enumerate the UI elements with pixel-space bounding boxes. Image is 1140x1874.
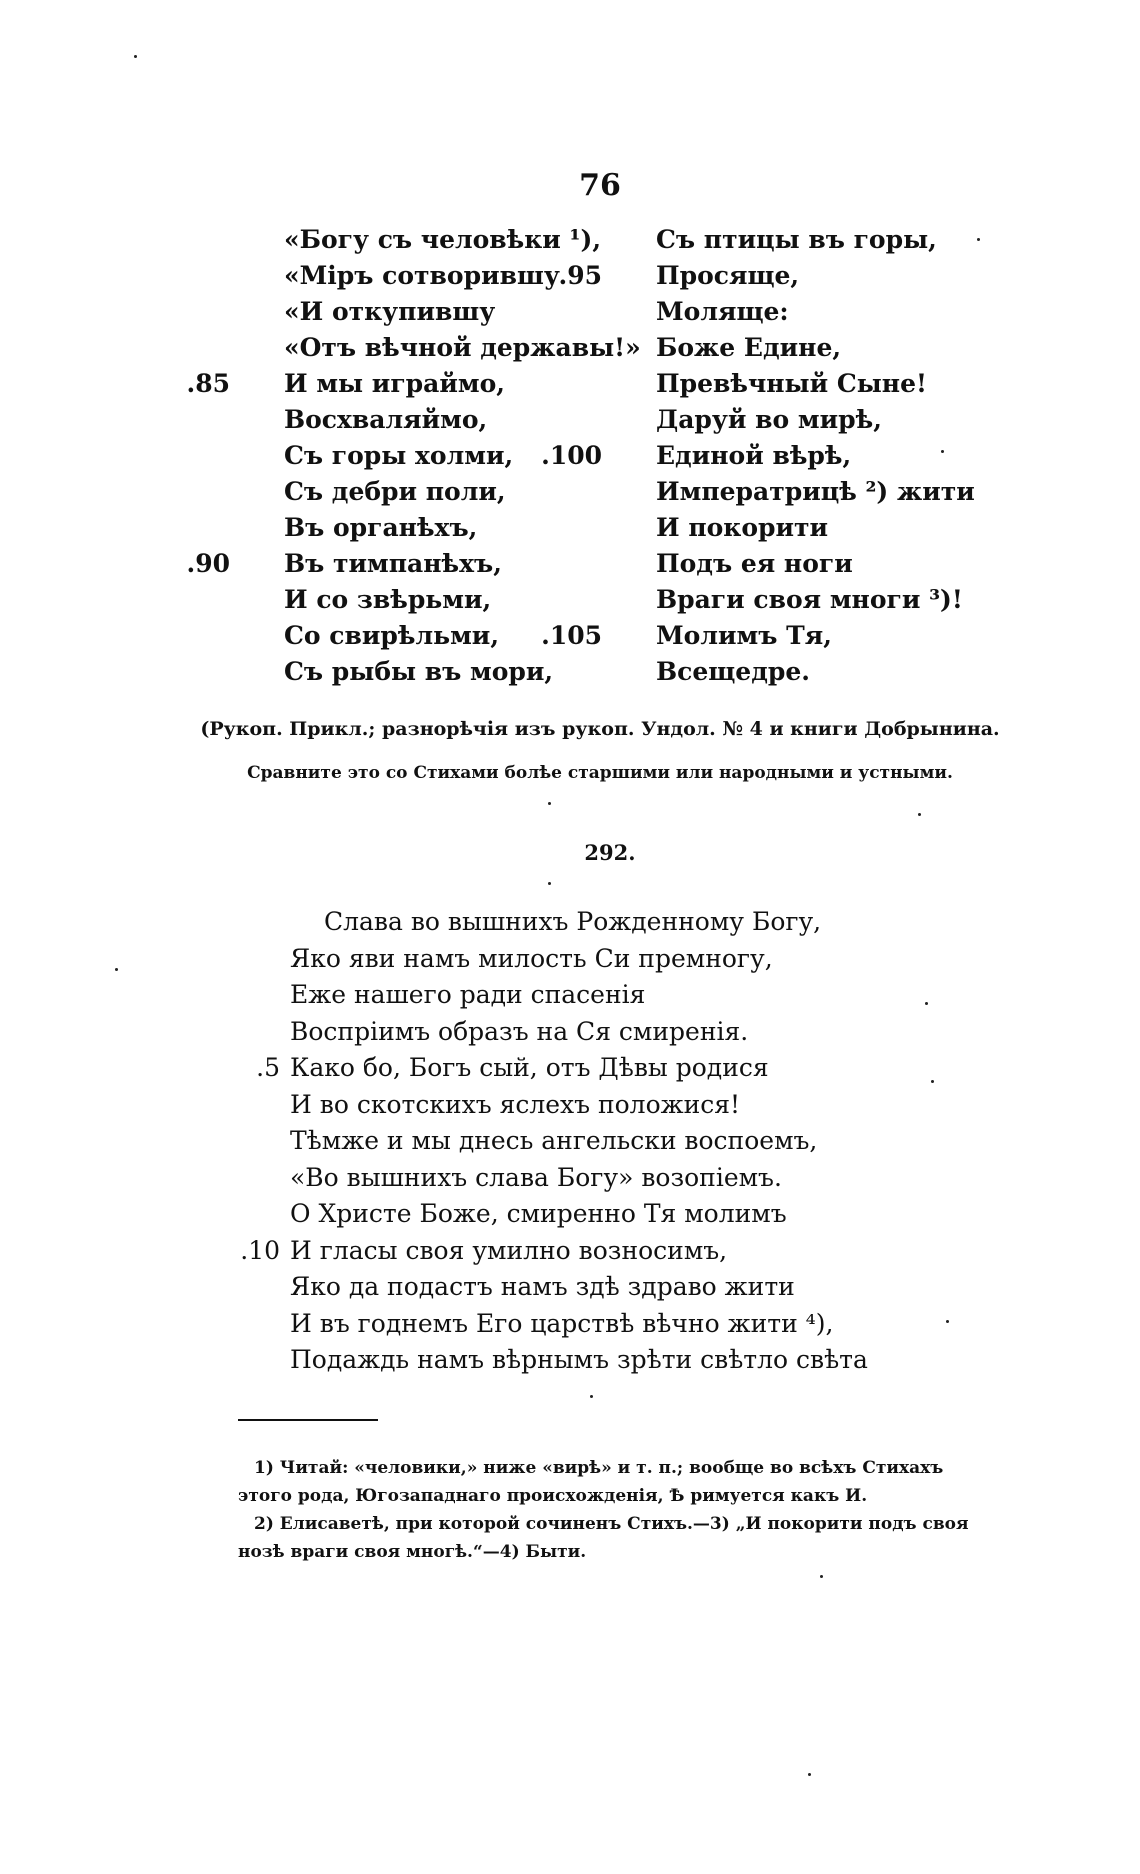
verse-line — [234, 474, 634, 510]
hymn-number: 292. — [584, 840, 636, 865]
scan-speck — [946, 1320, 949, 1323]
verse-text: Единой вѣрѣ, — [656, 441, 852, 470]
verse-text: Превѣчный Сыне! — [656, 369, 927, 398]
verse-text: Тѣмже и мы днесь ангельски воспоемъ, — [290, 1126, 818, 1155]
verse-text: Восхваляймо, — [284, 405, 488, 434]
verse-text: Подаждь намъ вѣрнымъ зрѣти свѣтло свѣта — [290, 1345, 868, 1374]
footnote-line: этого рода, Югозападнаго происхожденія, Ѣ римуется какъ И. — [238, 1486, 868, 1506]
verse-line: 105. Молимъ Тя, — [606, 618, 1006, 654]
verse-text: «Богу съ человѣки ¹), — [284, 225, 602, 254]
scan-speck — [820, 1575, 823, 1578]
verse-line — [606, 402, 1006, 438]
verse-line — [234, 1306, 994, 1343]
verse-line — [606, 546, 1006, 582]
scan-speck — [977, 238, 980, 241]
verse-line — [606, 654, 1006, 690]
verse-line — [234, 1269, 994, 1306]
verse-text: Съ птицы въ горы, — [656, 225, 937, 254]
verse-text: И покорити — [656, 513, 829, 542]
scan-speck — [115, 968, 118, 971]
verse-line — [234, 654, 634, 690]
verse-text: Слава во вышнихъ Рожденному Богу, — [324, 907, 822, 936]
verse-line: 10. И гласы своя умилно возносимъ, — [234, 1233, 994, 1270]
verse-text: Моляще: — [656, 297, 789, 326]
footnote-line: 1) Читай: «человики,» ниже «вирѣ» и т. п.; вообще во всѣхъ Стихахъ — [254, 1458, 944, 1478]
verse-line: 95. Просяще, — [606, 258, 1006, 294]
verse-text: Въ органѣхъ, — [284, 513, 478, 542]
verse-line — [606, 474, 1006, 510]
verse-line: 85. И мы играймо, — [234, 366, 634, 402]
verse-line — [234, 904, 994, 941]
verse-text: «Міръ сотворившу — [284, 261, 560, 290]
verse-text: Со свирѣльми, — [284, 621, 500, 650]
scan-speck — [941, 450, 944, 453]
verse-text: И гласы своя умилно возносимъ, — [290, 1235, 728, 1265]
verse-text: Даруй во мирѣ, — [656, 405, 882, 434]
verse-text: И въ годнемъ Его царствѣ вѣчно жити ⁴), — [290, 1308, 834, 1338]
page-number: 76 — [579, 168, 621, 203]
verse-text: «Во вышнихъ слава Богу» возопіемъ. — [290, 1162, 782, 1192]
verse-line: 90. Въ тимпанѣхъ, — [234, 546, 634, 582]
hymn-text — [234, 904, 994, 1379]
scan-speck — [931, 1080, 934, 1083]
verse-line — [606, 582, 1006, 618]
verse-text: Яко яви намъ милость Си премногу, — [290, 943, 773, 973]
scan-speck — [134, 55, 137, 58]
footnote-divider — [238, 1419, 378, 1421]
verse-line — [606, 222, 1006, 258]
scan-speck — [918, 813, 921, 816]
scan-speck — [925, 1002, 928, 1005]
verse-line: 5. Како бо, Богъ сый, отъ Дѣвы родися — [234, 1050, 994, 1087]
verse-text: О Христе Боже, смиренно Тя молимъ — [290, 1199, 787, 1228]
verse-line — [606, 294, 1006, 330]
source-note: (Рукоп. Прикл.; разнорѣчія изъ рукоп. Ундол. № 4 и книги Добрынина. — [200, 718, 1000, 740]
verse-text: Съ рыбы въ мори, — [284, 657, 554, 686]
verse-text: И со звѣрьми, — [284, 585, 492, 614]
verse-text: И во скотскихъ яслехъ положися! — [290, 1089, 741, 1119]
verse-line — [234, 294, 634, 330]
verse-line — [234, 941, 994, 978]
scan-speck — [808, 1773, 811, 1776]
verse-line — [234, 1160, 994, 1197]
scan-speck — [548, 802, 551, 805]
verse-line — [234, 222, 634, 258]
verse-line — [234, 1342, 994, 1379]
verse-text: Воспріимъ образъ на Ся смиренія. — [290, 1016, 749, 1046]
verse-text: Како бо, Богъ сый, отъ Дѣвы родися — [290, 1053, 769, 1082]
footnotes — [238, 1454, 1018, 1566]
verse-text: Въ тимпанѣхъ, — [284, 549, 502, 578]
poem-right-column — [541, 222, 1006, 690]
verse-text: Молимъ Тя, — [656, 621, 832, 650]
footnote-line: нозѣ враги своя многѣ.“—4) Быти. — [238, 1542, 587, 1562]
verse-line — [234, 402, 634, 438]
verse-text: Еже нашего ради спасенія — [290, 980, 646, 1009]
compare-note: Сравните это со Стихами болѣе старшими или народными и устными. — [247, 763, 953, 783]
verse-line — [234, 582, 634, 618]
verse-line — [606, 366, 1006, 402]
verse-text: Просяще, — [656, 261, 800, 290]
scan-speck — [590, 1395, 593, 1398]
verse-text: «И откупившу — [284, 297, 496, 326]
verse-text: Враги своя многи ³)! — [656, 585, 963, 614]
verse-text: Яко да подастъ намъ здѣ здраво жити — [290, 1272, 795, 1301]
verse-text: Императрицѣ ²) жити — [656, 477, 975, 506]
verse-line — [234, 977, 994, 1014]
verse-line: 100. Единой вѣрѣ, — [606, 438, 1006, 474]
verse-text: «Отъ вѣчной державы!» — [284, 333, 641, 362]
verse-line — [234, 1123, 994, 1160]
verse-line — [606, 330, 1006, 366]
verse-line — [234, 1196, 994, 1233]
verse-line — [234, 1014, 994, 1051]
verse-line — [234, 330, 641, 366]
verse-text: Съ горы холми, — [284, 441, 514, 470]
verse-line — [234, 1087, 994, 1124]
verse-line — [234, 510, 634, 546]
verse-text: Подъ ея ноги — [656, 549, 853, 578]
verse-text: Съ дебри поли, — [284, 477, 506, 506]
footnote-line: 2) Елисаветѣ, при которой сочиненъ Стихъ.—3) „И покорити подъ своя — [254, 1514, 969, 1534]
verse-text: Боже Едине, — [656, 333, 842, 362]
verse-text: Всещедре. — [656, 657, 810, 686]
verse-line — [606, 510, 1006, 546]
scan-speck — [548, 882, 551, 885]
verse-text: И мы играймо, — [284, 369, 505, 398]
